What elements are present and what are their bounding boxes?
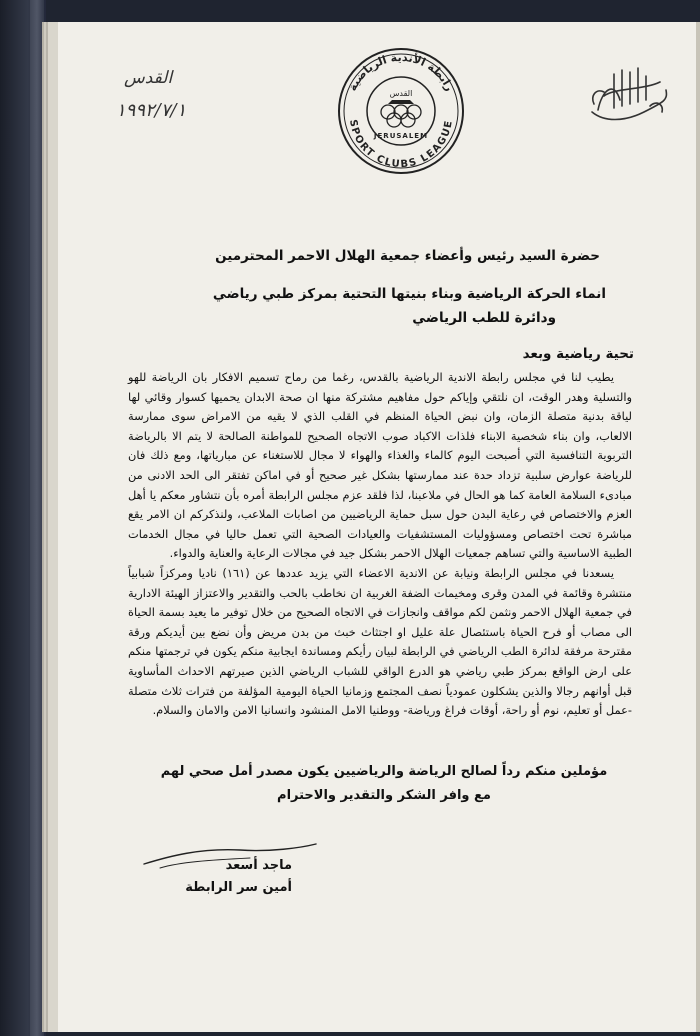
closing-line-2: مع وافر الشكر والتقدير والاحترام [277,788,491,803]
closing-block [160,760,608,808]
svg-text:رابطة الأندية الرياضية: رابطة الأندية الرياضية [345,50,457,94]
handwritten-date: ١٩٩٢/٧/١ [116,100,187,121]
signer-title: أمين سر الرابطة [185,880,292,895]
svg-text:JERUSALEM: JERUSALEM [373,132,429,140]
body-paragraph-1: يطيب لنا في مجلس رابطة الاندية الرياضية بالقدس، رغما من رماح تسميم الافكار بان الرياضة للهو والتسلية وهدر الوقت، ان نلتقي وإياكم حول مفاهيم مشتركة منها ان صحة الابدان يحميها كسوار وقائي لها لياقة بدنية متصلة الزمان، وان نبض الحياة المنظم في القلب الذي لا يقيه من الامراض سوى ممارسة الالعاب، وان بناء شخصية الابناء فلذات الاكباد صوب الاتجاه الصحيح للمواطنة الصالحة لا يتم الا بالرياضة التربوية التنافسية التي أصبحت اليوم كالماء والغذاء والهواء لا مجال للاستغناء عن مبارياتها، ومع ذلك فان للرياضة عوارض سلبية تزداد حدة عند ممارستها بشكل غير صحيح أو في اماكن تفتقر الى الحد الادنى من مبادىء السلامة العامة كما هو الحال في ملاعبنا، لذا فلقد عزم مجلس الرابطة أمره بأن نتشاور معكم يا أهل العزم والاختصاص في رعاية البدن حول سبل حماية الرياضيين من اصابات الملاعب، ولنذكركم ان الامر يقع مباشرة تحت اختصاص ومسؤوليات المستشفيات والعيادات الصحية التي تعمل حاليا في مجال الخدمات الطبية الاساسية والتي تساهم جمعيات الهلال الاحمر بشكل جيد في مجالات الرعاية والعناية والدواء. [128,370,632,561]
svg-text:القدس: القدس [389,89,413,98]
signer-name: ماجد أسعد [225,858,292,873]
greeting: تحية رياضية وبعد [522,346,634,362]
league-seal-logo [336,46,466,176]
body-paragraph-2: يسعدنا في مجلس الرابطة ونيابة عن الاندية الاعضاء التي يزيد عددها عن (١٦١) ناديا ومركزاً شبابياً منتشرة وقائمة في المدن وقرى ومخيمات الضفة الغربية ان نخاطب بالحب والتقدير والاعتزاز الهيئة الادارية في جمعية الهلال الاحمر ونثمن لكم مواقف وانجازات في الاتجاه الصحيح من خلال توفير ما يعيد بسمة الحياة الى مصاب أو فرح الحياة باستئصال علة عليل او اجتثاث خبث من بدن مريض وأن نضع بين أيديكم ورقة مقترحة مرفقة لدائرة الطب الرياضي في الرابطة لبيان رأيكم ومساندة ايجابية منكم يكون في ترجمتها منكم على ارض الواقع بمركز طبي رياضي هو الدرع الواقي للشباب الرياضي الذين صيرتهم الاحداث المأساوية قبل أوانهم رجالا والذين يشكلون عمودياً نصف المجتمع وزمانيا الحياة اليومية المؤلفة من فترات ثلاث متصلة -عمل أو تعليم، نوم أو راحة، أوقات فراغ ورياضة- ووطنيا الامل المنشود وانسانيا الامن والامان والسلام. [128,565,632,718]
closing-line-1: مؤملين منكم رداً لصالح الرياضة والرياضيين يكون مصدر أمل صحي لهم [160,764,608,779]
handwritten-place: القدس [124,68,173,88]
subject-line-2: ودائرة للطب الرياضي [412,310,556,326]
svg-text:SPORT CLUBS LEAGUE: SPORT CLUBS LEAGUE [347,118,455,171]
page-right-edge [696,22,700,1032]
subject-line-1: انماء الحركة الرياضية وبناء بنيتها التحتية بمركز طبي رياضي [212,286,606,302]
basmala-calligraphy [584,60,674,130]
binder-edge [30,0,44,1036]
addressee-line: حضرة السيد رئيس وأعضاء جمعية الهلال الاحمر المحترمين [215,248,600,264]
letter-body [128,368,632,721]
